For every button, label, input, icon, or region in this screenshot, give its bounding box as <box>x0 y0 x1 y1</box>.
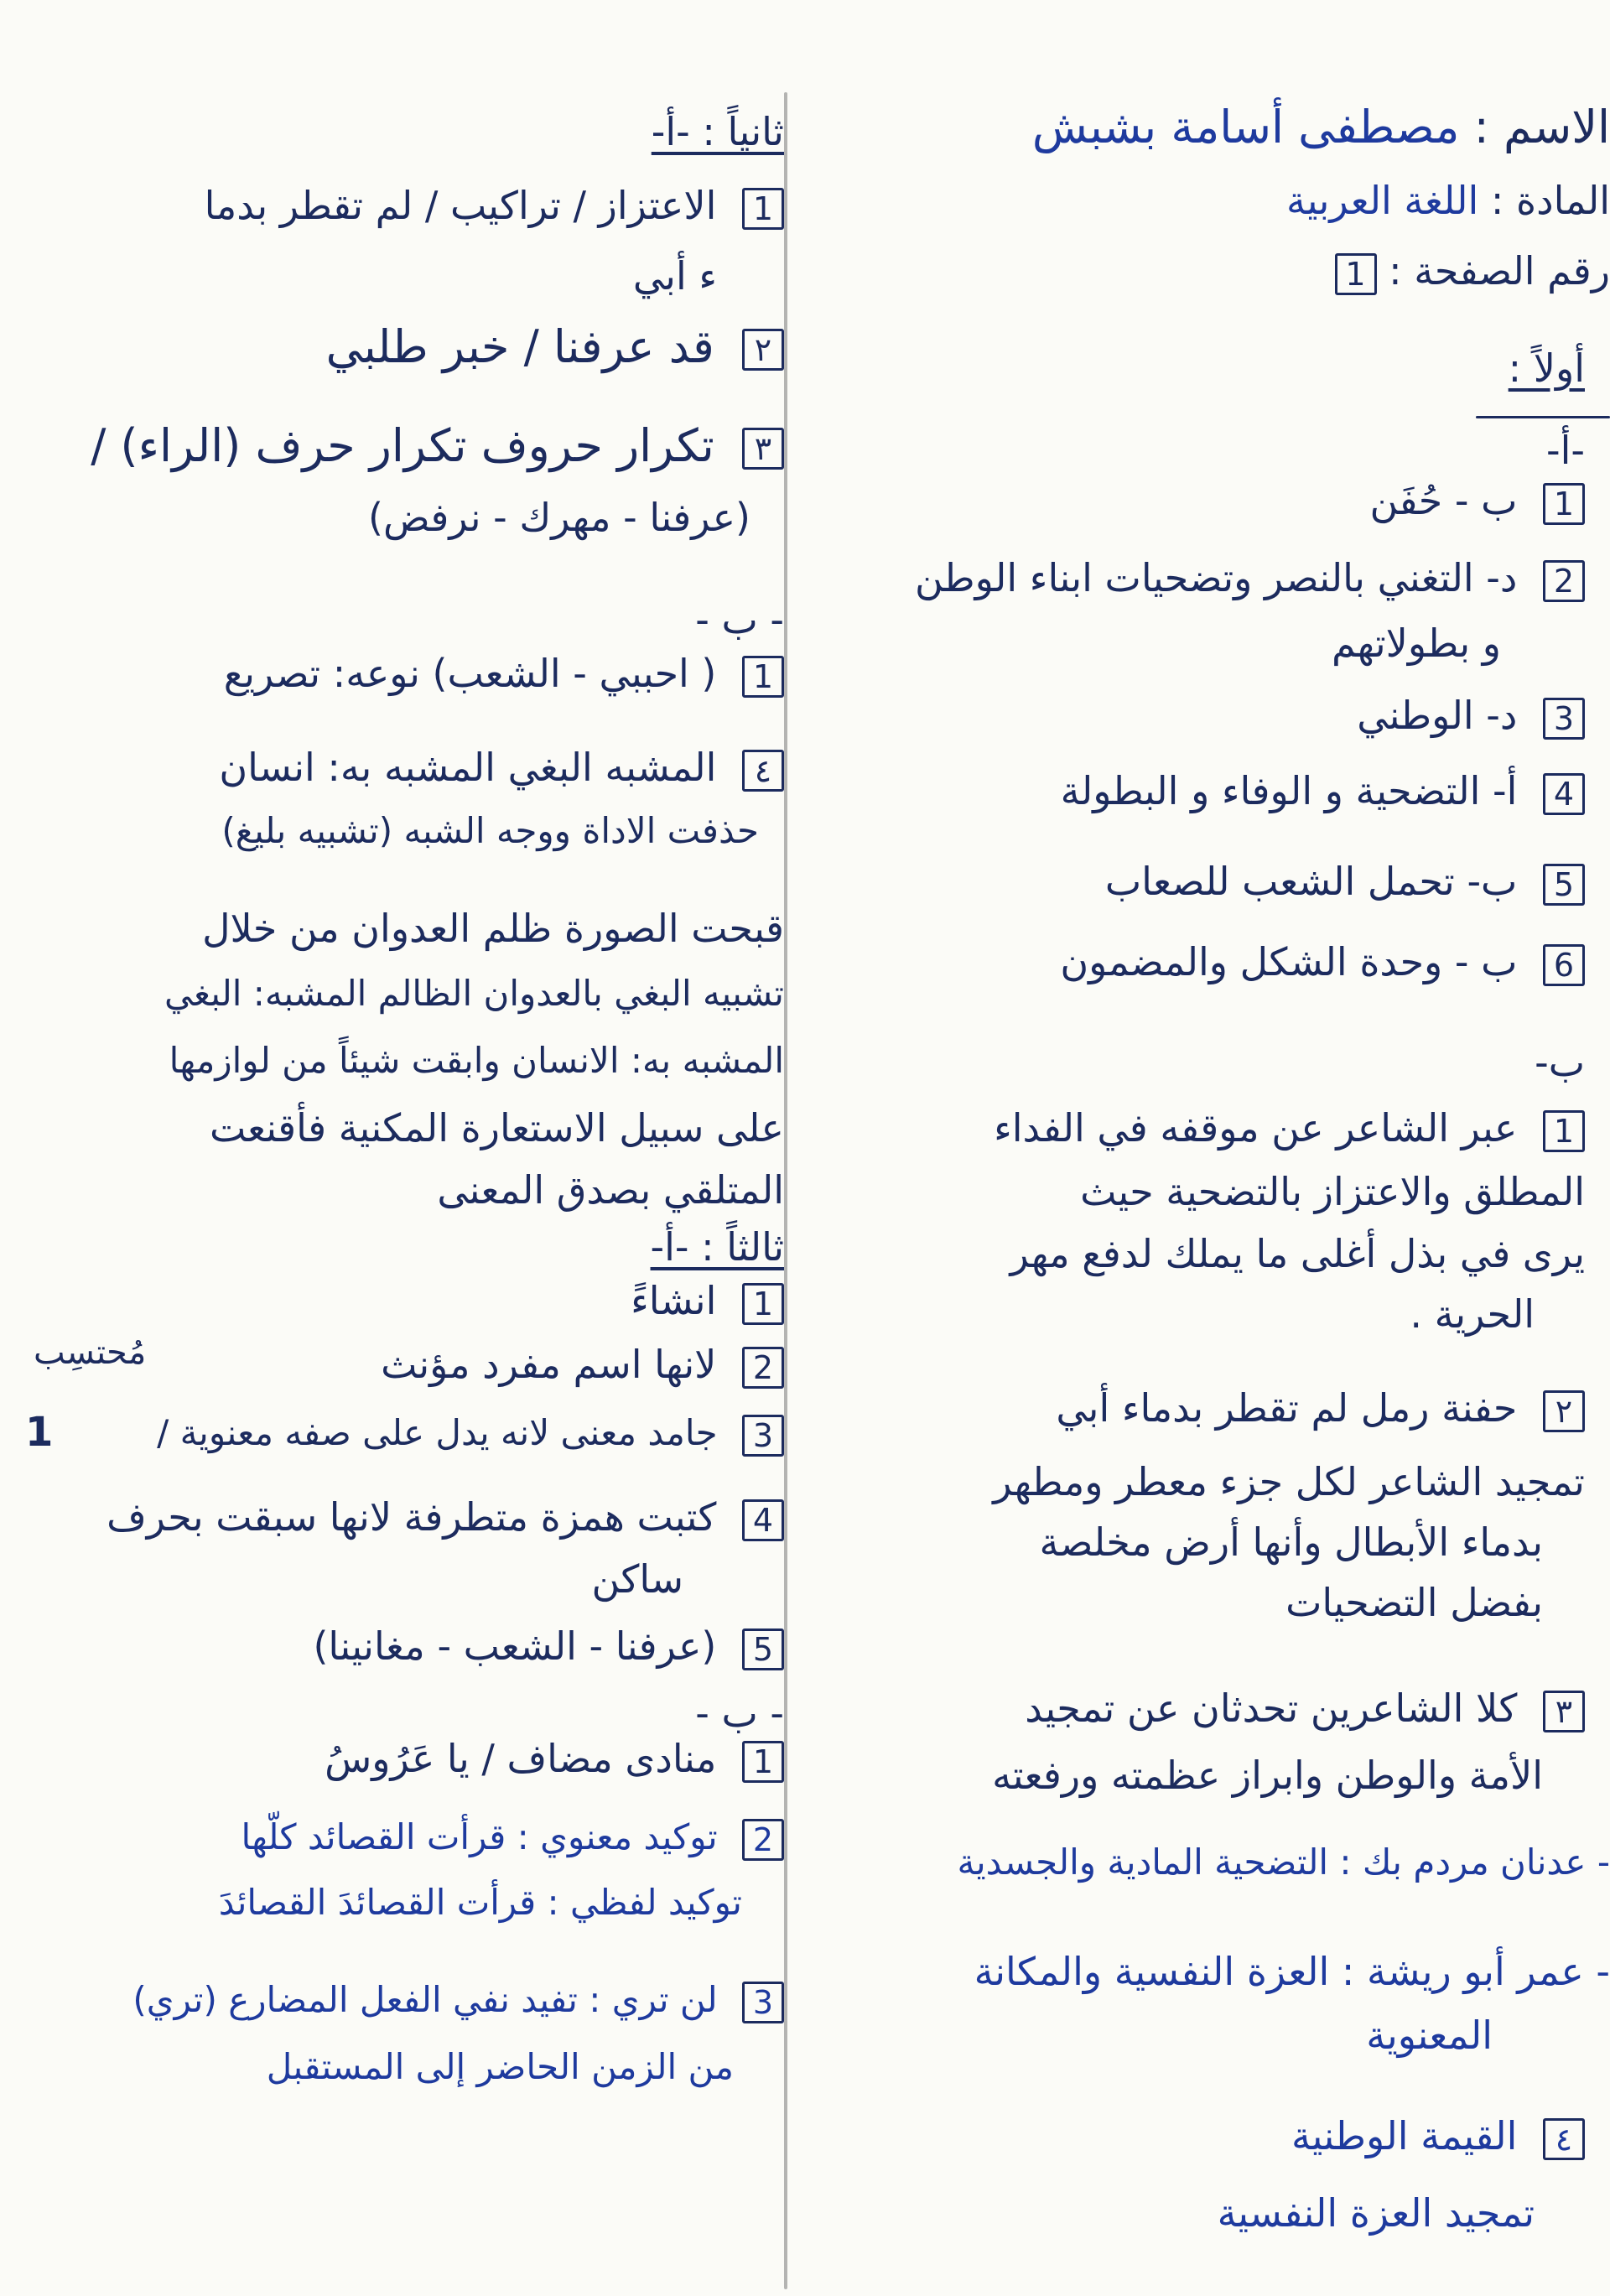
name-line <box>1032 101 1610 155</box>
answer-text: حفنة رمل لم تقطر بدماء أبي <box>1056 1385 1518 1431</box>
lb2-line-1 <box>219 745 784 792</box>
answer-text: الاعتزاز / تراكيب / لم تقطر بدما <box>204 183 717 228</box>
para-line-3: المشبه به: الانسان وابقت شيئاً من لوازمها <box>169 1040 784 1081</box>
lb1-line <box>224 651 784 698</box>
answer-number: 1 <box>1543 1110 1585 1152</box>
b2-line-3: بدماء الأبطال وأنها أرض مخلصة <box>1039 1519 1543 1565</box>
para-line-5: المتلقي بصدق المعنى <box>437 1167 784 1213</box>
b1-line-1 <box>994 1105 1585 1152</box>
mcq-answer-1 <box>1370 478 1586 525</box>
b3-line-1 <box>1025 1686 1585 1732</box>
answer-text: عبر الشاعر عن موقفه في الفداء <box>994 1105 1518 1151</box>
a3-line-1 <box>91 419 784 474</box>
left-part-b2-label: - ب - <box>695 1691 784 1736</box>
student-name: مصطفى أسامة بشبش <box>1031 101 1460 153</box>
answer-number: 3 <box>742 1982 784 2023</box>
answer-number: 1 <box>742 1741 784 1783</box>
grade-mark: 1 <box>25 1409 54 1456</box>
page-number-label: رقم الصفحة : <box>1389 248 1610 293</box>
answer-text: تكرار حروف تكرار حرف (الراء) / <box>91 419 714 472</box>
b2-line-2: تمجيد الشاعر لكل جزء معطر ومطهر <box>993 1459 1585 1504</box>
d1-line <box>325 1736 784 1783</box>
answer-text: قد عرفنا / خبر طلبي <box>325 320 714 373</box>
margin-note: مُحتسِب <box>34 1333 147 1372</box>
answer-text: لن تري : تفيد نفي الفعل المضارع (تري) <box>132 1979 718 2020</box>
b3-adnan-line: - عدنان مردم بك : التضحية المادية والجسدية <box>957 1841 1610 1883</box>
page-number-box: 1 <box>1335 253 1377 295</box>
answer-text: كلا الشاعرين تحدثان عن تمجيد <box>1025 1686 1518 1731</box>
answer-number: ٤ <box>742 750 784 792</box>
subject-value: اللغة العربية <box>1286 178 1479 223</box>
answer-text: القيمة الوطنية <box>1291 2113 1518 2158</box>
answer-number: 2 <box>742 1819 784 1861</box>
a2-line <box>326 320 784 375</box>
mcq-answer-2 <box>915 555 1585 602</box>
answer-number: ٤ <box>1543 2118 1585 2160</box>
answer-number: 5 <box>742 1628 784 1670</box>
column-divider <box>784 92 787 2289</box>
section-1-rule <box>1476 416 1610 418</box>
mcq-answer-6 <box>1060 939 1585 986</box>
c3-line <box>157 1412 784 1457</box>
a1-line-1 <box>205 183 784 230</box>
answer-number: 4 <box>1543 773 1585 815</box>
section-1-title: أولاً : <box>1508 345 1585 391</box>
answer-text: جامد معنى لانه يدل على صفه معنوية / <box>157 1412 718 1453</box>
answer-text: ب - وحدة الشكل والمضمون <box>1060 939 1518 984</box>
answer-number: 1 <box>1543 483 1585 525</box>
b1-line-3: يرى في بذل أغلى ما يملك لدفع مهر <box>1010 1231 1585 1276</box>
b3-omar-line-1: - عمر أبو ريشة : العزة النفسية والمكانة <box>974 1949 1610 1994</box>
answer-text: أ- التضحية و الوفاء و البطولة <box>1060 768 1518 813</box>
section-3-title: ثالثاً : -أ- <box>650 1224 784 1270</box>
c5-line <box>313 1623 784 1670</box>
answer-number: 1 <box>742 656 784 698</box>
answer-number: 1 <box>742 188 784 230</box>
part-a-label: -أ- <box>1546 428 1585 473</box>
b4-line-1 <box>1291 2113 1585 2160</box>
answer-number: 3 <box>1543 698 1585 740</box>
left-part-b-label: - ب - <box>695 597 784 642</box>
b3-line-2: الأمة والوطن وابراز عظمته ورفعته <box>992 1753 1543 1798</box>
answer-number: 2 <box>742 1347 784 1389</box>
name-label: الاسم : <box>1473 101 1610 153</box>
d3-line-2: من الزمن الحاضر إلى المستقبل <box>266 2046 734 2087</box>
answer-number: 2 <box>1543 560 1585 602</box>
answer-text: المشبه البغي المشبه به: انسان <box>219 745 717 790</box>
answer-text: د- الوطني <box>1357 693 1518 738</box>
answer-number: 1 <box>742 1283 784 1325</box>
answer-number: 5 <box>1543 864 1585 906</box>
answer-text: ( احببي - الشعب) نوعه: تصريع <box>223 651 717 696</box>
d3-line-1 <box>132 1979 784 2023</box>
b3-omar-line-2: المعنوية <box>1366 2013 1493 2058</box>
subject-label: المادة : <box>1490 178 1610 223</box>
answer-text: كتبت همزة متطرفة لانها سبقت بحرف <box>106 1494 717 1540</box>
answer-text: (عرفنا - الشعب - مغانينا) <box>313 1623 717 1669</box>
subject-line <box>1286 178 1610 224</box>
part-b-label: ب- <box>1535 1040 1585 1085</box>
para-line-1: قبحت الصورة ظلم العدوان من خلال <box>202 906 784 951</box>
lb2-line-2: حذفت الاداة ووجه الشبه (تشبيه بليغ) <box>221 810 759 851</box>
mcq-answer-5 <box>1105 859 1585 906</box>
answer-number: 3 <box>742 1415 784 1457</box>
para-line-4: على سبيل الاستعارة المكنية فأقنعت <box>209 1105 784 1151</box>
b1-line-4: الحرية . <box>1410 1291 1535 1337</box>
answer-text: انشاءً <box>631 1278 717 1323</box>
answer-text: منادى مضاف / يا عَرُوسُ <box>325 1736 717 1781</box>
d2-line-2: توكيد لفظي : قرأت القصائدَ القصائدَ <box>218 1882 742 1923</box>
a3-line-2: (عرفنا - مهرك - نرفض) <box>368 495 750 540</box>
section-2-title: ثانياً : -أ- <box>651 109 784 154</box>
b4-line-2: تمجيد العزة النفسية <box>1217 2190 1535 2236</box>
para-line-2: تشبيه البغي بالعدوان الظالم المشبه: البغي <box>164 973 784 1014</box>
c1-line <box>631 1278 784 1325</box>
c4-line-2: ساكن <box>591 1556 683 1602</box>
d2-line-1 <box>241 1816 784 1861</box>
answer-number: 4 <box>742 1499 784 1541</box>
answer-text: ب - حُفَن <box>1369 478 1518 523</box>
page-number-line <box>1322 248 1610 295</box>
b1-line-2: المطلق والاعتزاز بالتضحية حيث <box>1080 1169 1585 1214</box>
answer-number: ٣ <box>742 428 784 470</box>
b2-line-4: بفضل التضحيات <box>1285 1580 1543 1625</box>
b2-line-1 <box>1056 1385 1585 1432</box>
mcq-answer-2-cont: و بطولاتهم <box>1332 621 1501 666</box>
answer-number: ٢ <box>1543 1390 1585 1432</box>
answer-number: ٣ <box>1543 1691 1585 1732</box>
answer-text: د- التغني بالنصر وتضحيات ابناء الوطن <box>915 555 1518 600</box>
answer-number: 6 <box>1543 944 1585 986</box>
mcq-answer-3 <box>1357 693 1585 740</box>
answer-text: ب- تحمل الشعب للصعاب <box>1104 859 1518 904</box>
answer-text: توكيد معنوي : قرأت القصائد كلّها <box>241 1816 718 1857</box>
c2-line <box>381 1342 784 1389</box>
c4-line-1 <box>106 1494 784 1541</box>
answer-number: ٢ <box>742 329 784 371</box>
answer-text: لانها اسم مفرد مؤنث <box>381 1342 717 1387</box>
mcq-answer-4 <box>1061 768 1585 815</box>
a1-line-2: ء أبي <box>632 253 717 299</box>
